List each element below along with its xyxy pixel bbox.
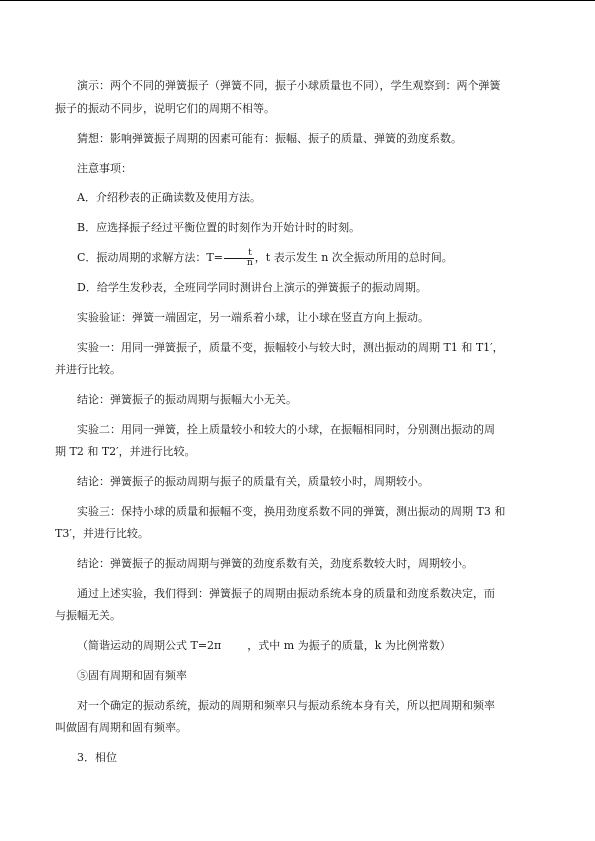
summary-line1: 通过上述实验，我们得到：弹簧振子的周期由振动系统本身的质量和劲度系数决定，而 bbox=[77, 587, 495, 600]
formula-paragraph bbox=[55, 635, 540, 656]
natural-period-line1: 对一个确定的振动系统，振动的周期和频率只与振动系统本身有关，所以把周期和频率 bbox=[77, 699, 495, 712]
conclusion2: 结论：弹簧振子的振动周期与振子的质量有关，质量较小时，周期较小。 bbox=[77, 475, 429, 488]
experiment2-line1: 实验二：用同一弹簧，拴上质量较小和较大的小球，在振幅相同时，分别测出振动的周 bbox=[77, 423, 495, 436]
experiment2-line2: 期 T2 和 T2′，并进行比较。 bbox=[55, 445, 196, 458]
conclusion1: 结论：弹簧振子的振动周期与振幅大小无关。 bbox=[77, 393, 297, 406]
experiment3-line2: T3′，并进行比较。 bbox=[55, 527, 149, 540]
note-d: D．给学生发秒表，全班同学同时测讲台上演示的弹簧振子的振动周期。 bbox=[77, 281, 427, 294]
formula-prefix: （简谐运动的周期公式 T=2π bbox=[77, 639, 222, 652]
note-c-suffix: ，t 表示发生 n 次全振动所用的总时间。 bbox=[254, 251, 453, 264]
fraction-numerator: t bbox=[224, 249, 254, 259]
demo-paragraph-line2: 振子的振动不同步，说明它们的周期不相等。 bbox=[55, 102, 275, 115]
note-a: A．介绍秒表的正确读数及使用方法。 bbox=[77, 191, 261, 204]
notes-title: 注意事项： bbox=[77, 162, 132, 175]
summary-line2: 与振幅无关。 bbox=[55, 609, 121, 622]
period-fraction bbox=[224, 249, 254, 268]
note-b: B．应选择振子经过平衡位置的时刻作为开始计时的时刻。 bbox=[77, 221, 361, 234]
natural-period-line2: 叫做固有周期和固有频率。 bbox=[55, 721, 187, 734]
fraction-denominator: n bbox=[246, 257, 253, 268]
conclusion3: 结论：弹簧振子的振动周期与弹簧的劲度系数有关，劲度系数较大时，周期较小。 bbox=[77, 557, 473, 570]
experiment1-line2: 并进行比较。 bbox=[55, 363, 121, 376]
top-border-line bbox=[0, 0, 595, 1]
note-c bbox=[55, 247, 540, 268]
experiment3-line1: 实验三：保持小球的质量和振幅不变，换用劲度系数不同的弹簧，测出振动的周期 T3 和 bbox=[77, 505, 506, 518]
section3-heading: 3．相位 bbox=[77, 751, 117, 764]
demo-paragraph-line1: 演示：两个不同的弹簧振子（弹簧不同，振子小球质量也不同），学生观察到：两个弹簧 bbox=[77, 79, 501, 92]
experiment1-line1: 实验一：用同一弹簧振子，质量不变，振幅较小与较大时，测出振动的周期 T1 和 T1′， bbox=[77, 341, 504, 354]
verify-paragraph: 实验验证：弹簧一端固定，另一端系着小球，让小球在竖直方向上振动。 bbox=[77, 311, 429, 324]
section5-heading: ⑤固有周期和固有频率 bbox=[77, 669, 187, 682]
note-c-prefix: C．振动周期的求解方法：T= bbox=[77, 251, 223, 264]
formula-suffix: ，式中 m 为振子的质量，k 为比例常数） bbox=[247, 639, 451, 652]
guess-paragraph: 猜想：影响弹簧振子周期的因素可能有：振幅、振子的质量、弹簧的劲度系数。 bbox=[77, 132, 462, 145]
